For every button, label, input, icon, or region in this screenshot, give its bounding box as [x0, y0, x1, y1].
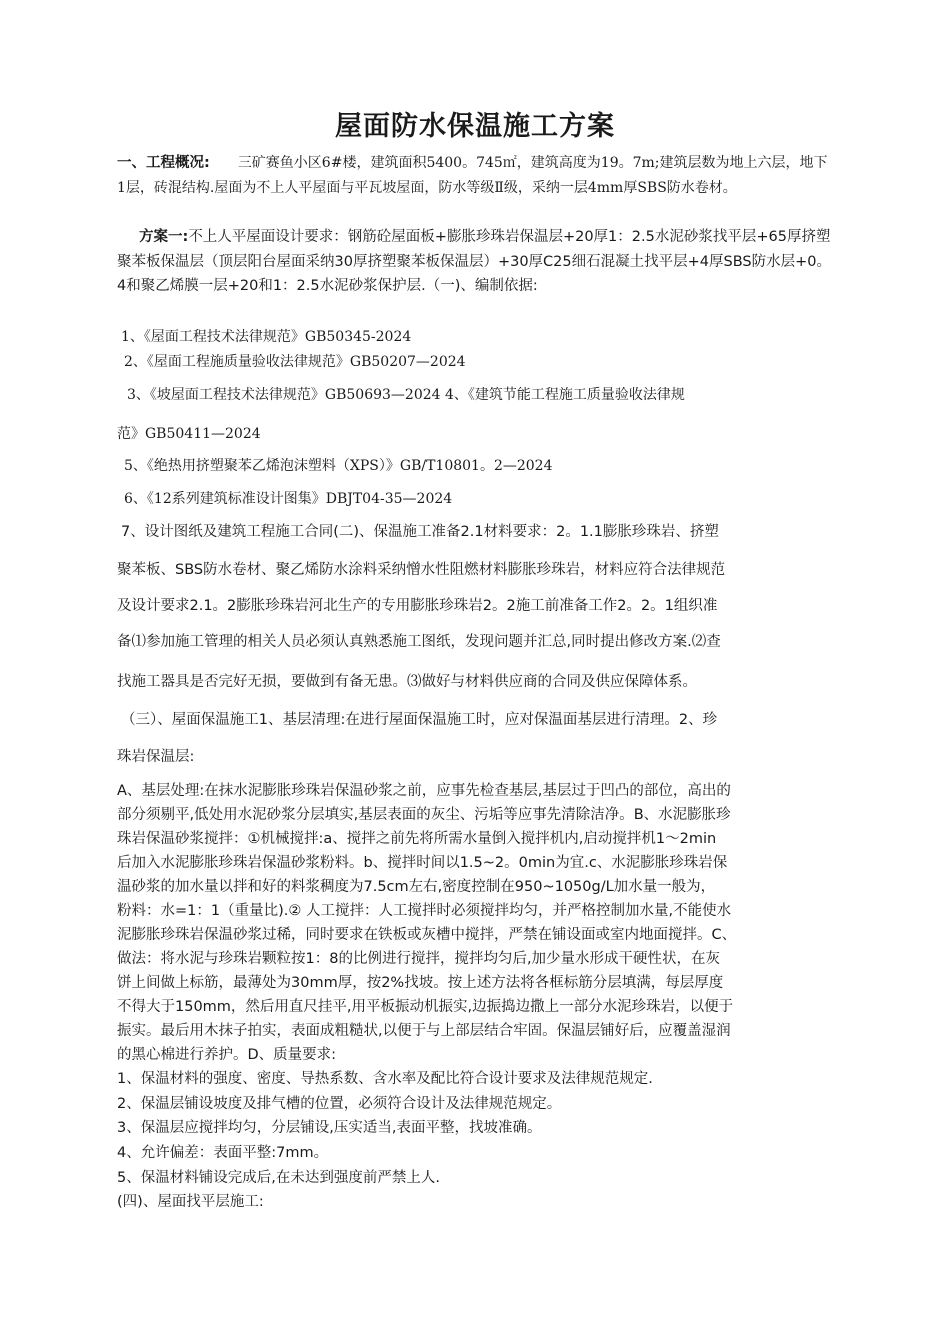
body-line: A、基层处理:在抹水泥膨胀珍珠岩保温砂浆之前，应事先检查基层,基层过于凹凸的部位，高出的	[117, 783, 731, 799]
body-line: 部分须剔平,低处用水泥砂浆分层填实,基层表面的灰尘、污垢等应事先清除洁净。B、水泥膨胀珍	[117, 807, 731, 823]
body-line: 的黑心棉进行养护。D、质量要求:	[117, 1047, 337, 1063]
body-line: 振实。最后用木抹子拍实，表面成粗糙状,以便于与上部层结合牢固。保温层铺好后，应覆盖湿润	[117, 1023, 731, 1039]
quality-item: 5、保温材料铺设完成后,在未达到强度前严禁上人.	[117, 1170, 440, 1186]
para7-line: 及设计要求2.1。2膨胀珍珠岩河北生产的专用膨胀珍珠岩2。2施工前准备工作2。2。1组织准	[117, 598, 718, 614]
scheme-label: 方案一:	[139, 229, 189, 245]
reference-item: 2、《屋面工程施质量验收法律规范》GB50207—2024	[124, 354, 466, 370]
para7-line: 聚苯板、SBS防水卷材、聚乙烯防水涂料采纳憎水性阻燃材料膨胀珍珠岩，材料应符合法律规范	[117, 562, 726, 578]
body-line: 不得大于150mm，然后用直尺挂平,用平板振动机振实,边振捣边撒上一部分水泥珍珠岩，以便于	[117, 999, 734, 1015]
body-line: 做法：将水泥与珍珠岩颗粒按1：8的比例进行搅拌，搅拌均匀后,加少量水形成干硬性状，在灰	[117, 951, 721, 967]
reference-item: 1、《屋面工程技术法律规范》GB50345-2024	[121, 329, 412, 345]
para7-line: 找施工器具是否完好无损，要做到有备无患。⑶做好与材料供应商的合同及供应保障体系。	[117, 674, 697, 690]
reference-item: 范》GB50411—2024	[117, 426, 261, 442]
page-title: 屋面防水保温施工方案	[335, 111, 615, 142]
para3-line: 珠岩保温层:	[117, 749, 195, 765]
section-heading: (四)、屋面找平层施工:	[117, 1194, 264, 1210]
quality-item: 2、保温层铺设坡度及排气槽的位置，必须符合设计及法律规范规定。	[117, 1096, 562, 1112]
body-line: 饼上间做上标筋，最薄处为30mm厚，按2%找坡。按上述方法将各框标筋分层填满，每层厚度	[117, 975, 724, 991]
body-line: 珠岩保温砂浆搅拌：①机械搅拌:a、搅拌之前先将所需水量倒入搅拌机内,启动搅拌机1～2min	[117, 831, 717, 847]
reference-item: 6、《12系列建筑标准设计图集》DBJT04-35—2024	[124, 491, 453, 507]
para7-line: 7、设计图纸及建筑工程施工合同(二)、保温施工准备2.1材料要求：2。1.1膨胀珍珠岩、挤塑	[121, 524, 719, 540]
body-line: 温砂浆的加水量以拌和好的料浆稠度为7.5cm左右,密度控制在950~1050g/L加水量一般为，	[117, 879, 716, 895]
body-line: 粉料：水=1：1（重量比).② 人工搅拌：人工搅拌时必须搅拌均匀，并严格控制加水量,不能使水	[117, 903, 732, 919]
scheme-text: 不上人平屋面设计要求：钢筋砼屋面板+膨胀珍珠岩保温层+20厚1：2.5水泥砂浆找平层+65厚挤塑聚苯板保温层（顶层阳台屋面采纳30厚挤塑聚苯板保温层）+30厚C25细石混凝土找平层+4厚SBS防水层+0。4和聚乙烯膜一层+20和1：2.5水泥砂浆保护层.（一)、编制依据:	[117, 229, 831, 294]
overview-text: 三矿赛鱼小区6#楼，建筑面积5400。745㎡，建筑高度为19。7m;建筑层数为地上六层，地下1层，砖混结构.屋面为不上人平屋面与平瓦坡屋面，防水等级Ⅱ级，采纳一层4mm厚SBS防水卷材。	[117, 155, 828, 196]
reference-item: 5、《绝热用挤塑聚苯乙烯泡沫塑料（XPS）》GB/T10801。2—2024	[124, 458, 553, 474]
body-line: 后加入水泥膨胀珍珠岩保温砂浆粉料。b、搅拌时间以1.5~2。0min为宜.c、水泥膨胀珍珠岩保	[117, 855, 728, 871]
scheme-paragraph	[117, 225, 833, 299]
overview-paragraph	[117, 151, 833, 200]
quality-item: 4、允许偏差：表面平整:7mm。	[117, 1145, 329, 1161]
quality-item: 3、保温层应搅拌均匀，分层铺设,压实适当,表面平整，找坡准确。	[117, 1120, 542, 1136]
quality-item: 1、保温材料的强度、密度、导热系数、含水率及配比符合设计要求及法律规范规定.	[117, 1071, 653, 1087]
para7-line: 备⑴参加施工管理的相关人员必须认真熟悉施工图纸，发现问题并汇总,同时提出修改方案.⑵查	[117, 634, 721, 650]
para3-line: （三）、屋面保温施工1、基层清理:在进行屋面保温施工时，应对保温面基层进行清理。2、珍	[121, 712, 718, 728]
body-line: 泥膨胀珍珠岩保温砂浆过稀，同时要求在铁板或灰槽中搅拌，严禁在铺设面或室内地面搅拌。C、	[117, 927, 737, 943]
overview-label: 一、工程概况:	[117, 155, 210, 171]
reference-item: 3、《坡屋面工程技术法律规范》GB50693—2024 4、《建筑节能工程施工质量验收法律规	[127, 387, 685, 403]
